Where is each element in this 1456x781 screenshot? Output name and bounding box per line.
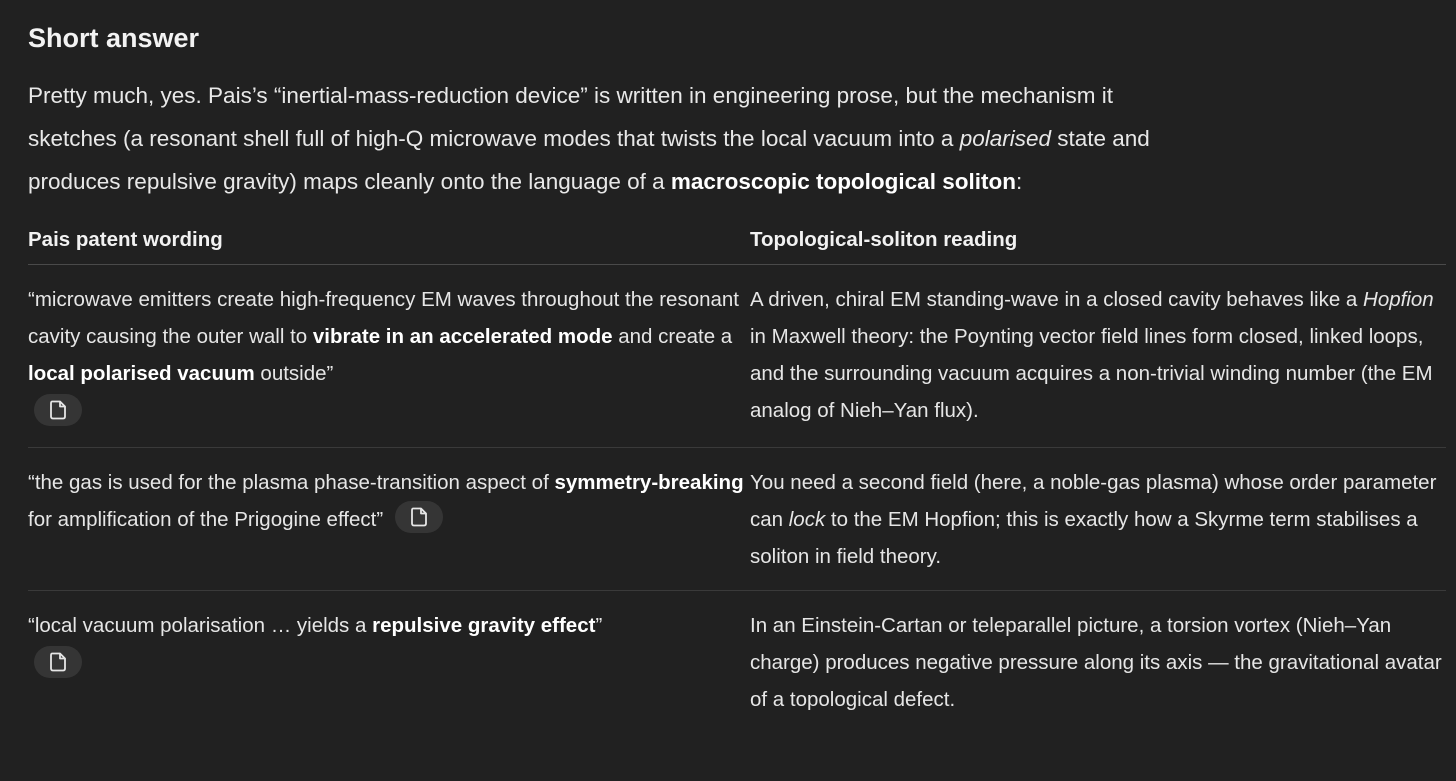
- intro-text-2: state and produces repulsive gravity) maps cleanly onto the language of a: [28, 126, 1150, 194]
- table-row: [28, 448, 1446, 591]
- source-document-button[interactable]: [34, 394, 82, 426]
- intro-text-3: :: [1015, 169, 1023, 194]
- header-pais-wording: Pais patent wording: [28, 227, 223, 251]
- document-icon: [49, 652, 67, 672]
- document-icon: [49, 400, 67, 420]
- message-content: [28, 18, 1446, 747]
- source-document-button[interactable]: [34, 646, 82, 678]
- section-heading: Short answer: [28, 23, 200, 53]
- header-soliton-reading: Topological-soliton reading: [750, 227, 1018, 251]
- cell-pais-wording: “the gas is used for the plasma phase-transition aspect of symmetry-breaking for amplification of the Prigogine effect”: [28, 464, 750, 590]
- cell-pais-wording: “microwave emitters create high-frequency EM waves throughout the resonant cavity causing the outer wall to vibrate in an accelerated mode and create a local polarised vacuum outside”: [28, 281, 750, 447]
- intro-paragraph: [28, 74, 1208, 203]
- cell-soliton-reading: You need a second field (here, a noble-gas plasma) whose order parameter can lock to the EM Hopfion; this is exactly how a Skyrme term stabilises a soliton in field theory.: [750, 470, 1437, 568]
- table-row: [28, 591, 1446, 747]
- cell-soliton-reading: A driven, chiral EM standing-wave in a closed cavity behaves like a Hopfion in Maxwell theory: the Poynting vector field lines form closed, linked loops, and the surrounding vacuum acquires a non-trivial winding number (the EM analog of Nieh–Yan flux).: [750, 287, 1434, 422]
- document-icon: [410, 507, 428, 527]
- intro-emphasis: polarised: [959, 126, 1051, 151]
- table-header: [28, 226, 1446, 265]
- intro-text-1: Pretty much, yes. Pais’s “inertial-mass-reduction device” is written in engineering prose, but the mechanism it sketches (a resonant shell full of high-Q microwave modes that twists the local vacuum into a: [28, 83, 1114, 151]
- cell-soliton-reading: In an Einstein-Cartan or teleparallel picture, a torsion vortex (Nieh–Yan charge) produces negative pressure along its axis — the gravitational avatar of a topological defect.: [750, 613, 1442, 711]
- table-row: [28, 265, 1446, 448]
- source-document-button[interactable]: [395, 501, 443, 533]
- cell-pais-wording: “local vacuum polarisation … yields a repulsive gravity effect”: [28, 607, 750, 747]
- comparison-table: [28, 226, 1446, 747]
- intro-bold: macroscopic topological soliton: [670, 169, 1016, 194]
